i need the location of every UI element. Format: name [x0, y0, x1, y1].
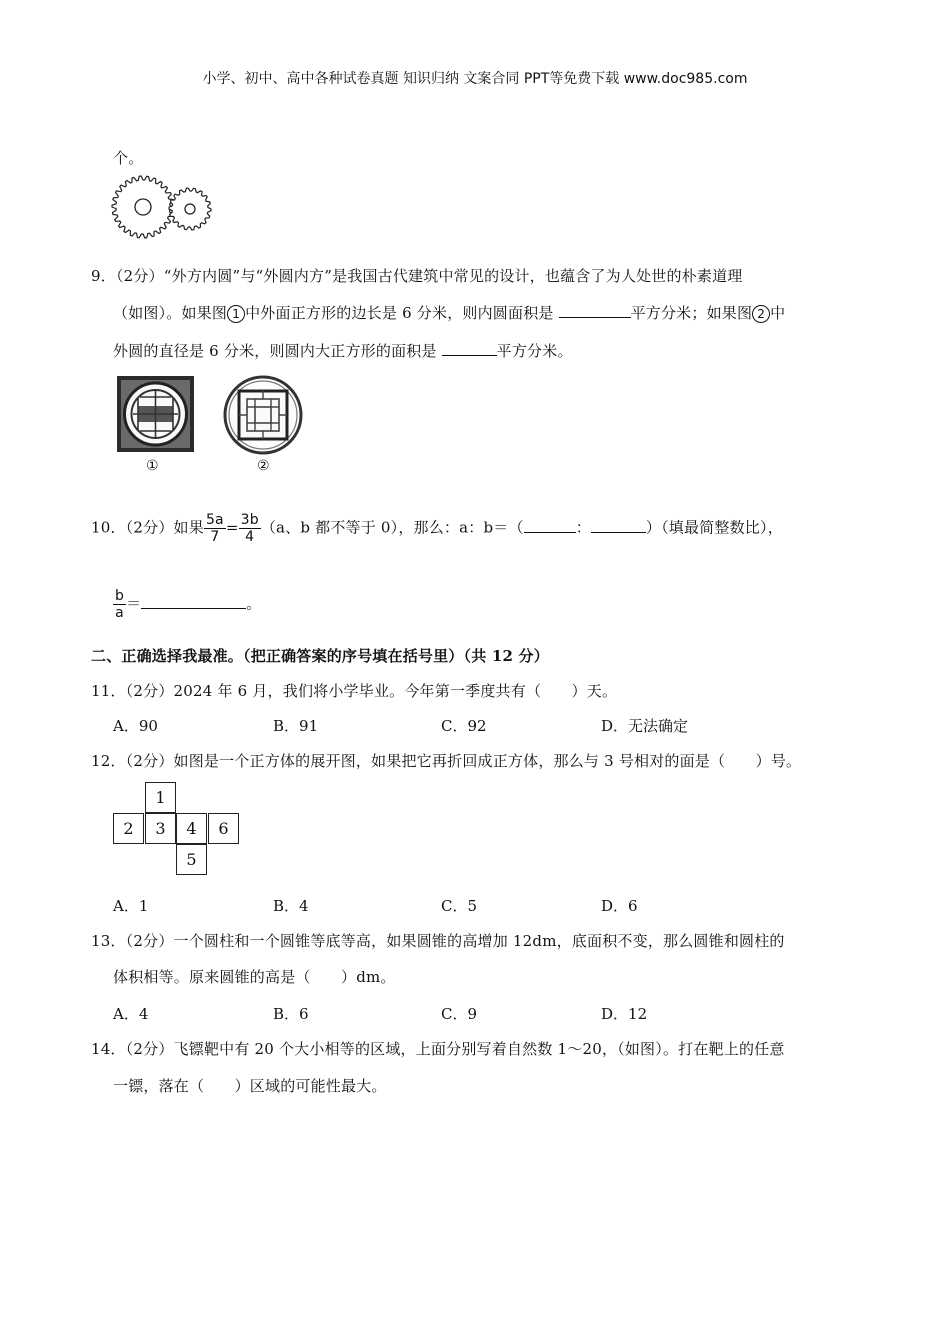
- fig1-mark: 1: [227, 305, 245, 323]
- fraction-b-over-a: [113, 588, 126, 621]
- fraction-3b-over-4: [239, 512, 261, 545]
- q14-line2: 一镖，落在（ ）区域的可能性最大。: [113, 1077, 387, 1095]
- q10-eq2: ＝: [126, 594, 142, 613]
- q10-suffix: ）（填最简整数比），: [645, 518, 783, 537]
- q12-option-c[interactable]: C．5: [441, 897, 478, 915]
- outer-circle-inner-square-figure: [223, 375, 303, 455]
- q14-line1: 14．（2分）飞镖靶中有 20 个大小相等的区域，上面分别写着自然数 1～20，（如图）。打在靶上的任意: [91, 1040, 785, 1058]
- cube-face-1: 1: [145, 782, 176, 813]
- frac3-num: b: [115, 588, 125, 604]
- q10-line2: [113, 588, 262, 621]
- gears-figure: [110, 175, 215, 240]
- q9-line1: 9．（2分）“外方内圆”与“外圆内方”是我国古代建筑中常见的设计，也蕴含了为人处世的朴素道理: [91, 267, 743, 285]
- fig1-caption: ①: [146, 458, 159, 474]
- q11-option-c[interactable]: C．92: [441, 717, 487, 735]
- q10-eq: =: [225, 518, 239, 537]
- q10-mid: （a、b 都不等于 0），那么：a：b＝（: [260, 518, 524, 537]
- q10-end: 。: [246, 594, 262, 613]
- frac1-num: 5a: [205, 512, 224, 528]
- q9-line3-b: 平方分米。: [496, 342, 573, 360]
- q13-option-c[interactable]: C．9: [441, 1005, 478, 1023]
- q9-line2-c: 平方分米；如果图: [630, 304, 753, 322]
- q12-text: 12．（2分）如图是一个正方体的展开图，如果把它再折回成正方体，那么与 3 号相对的面是（ ）号。: [91, 752, 802, 770]
- q9-line2-b: 中外面正方形的边长是 6 分米，则内圆面积是: [245, 304, 559, 322]
- answer-blank-q9a[interactable]: [559, 303, 631, 318]
- answer-blank-q10b[interactable]: [591, 518, 646, 533]
- q13-line1: 13．（2分）一个圆柱和一个圆锥等底等高，如果圆锥的高增加 12dm，底面积不变，那么圆锥和圆柱的: [91, 932, 785, 950]
- q11-text: 11．（2分）2024 年 6 月，我们将小学毕业。今年第一季度共有（ ）天。: [91, 682, 618, 700]
- cube-net: [113, 782, 243, 878]
- q9-line2-d: 中: [770, 304, 786, 322]
- q9-line3-a: 外圆的直径是 6 分米，则圆内大正方形的面积是: [113, 342, 442, 360]
- q11-option-d[interactable]: D．无法确定: [601, 717, 689, 735]
- q12-option-a[interactable]: A．1: [113, 897, 149, 915]
- q9-line2: [113, 302, 785, 323]
- q9-line2-a: （如图）。如果图: [113, 304, 228, 322]
- cube-face-6: 6: [208, 813, 239, 844]
- q11-option-a[interactable]: A．90: [113, 717, 158, 735]
- cube-face-3: 3: [145, 813, 176, 844]
- frac2-den: 4: [245, 529, 255, 545]
- q12-option-d[interactable]: D．6: [601, 897, 638, 915]
- q12-option-b[interactable]: B．4: [273, 897, 309, 915]
- q13-option-d[interactable]: D．12: [601, 1005, 648, 1023]
- q13-option-b[interactable]: B．6: [273, 1005, 309, 1023]
- answer-blank-q10a[interactable]: [524, 518, 576, 533]
- frac3-den: a: [115, 605, 124, 621]
- frac2-num: 3b: [240, 512, 259, 528]
- gear-big-icon: [112, 176, 174, 238]
- fig2-caption: ②: [257, 458, 270, 474]
- gear-small-icon: [169, 188, 211, 230]
- answer-blank-q9b[interactable]: [442, 341, 497, 356]
- q13-option-a[interactable]: A．4: [113, 1005, 149, 1023]
- q10-colon: ：: [575, 518, 591, 537]
- cube-face-2: 2: [113, 813, 144, 844]
- q8-tail: 个。: [113, 149, 144, 167]
- section2-heading: 二、正确选择我最准。（把正确答案的序号填在括号里）（共 12 分）: [91, 647, 549, 665]
- q9-line3: [113, 340, 573, 361]
- cube-face-4: 4: [176, 813, 207, 844]
- fig2-mark: 2: [752, 305, 770, 323]
- outer-square-inner-circle-figure: [116, 375, 196, 453]
- q13-line2: 体积相等。原来圆锥的高是（ ）dm。: [113, 968, 396, 986]
- cube-face-5: 5: [176, 844, 207, 875]
- q10-line1: [91, 512, 783, 545]
- q10-prefix: 10．（2分）如果: [91, 518, 204, 537]
- fraction-5a-over-7: [204, 512, 226, 545]
- frac1-den: 7: [210, 529, 220, 545]
- answer-blank-q10c[interactable]: [141, 594, 246, 609]
- page-header: 小学、初中、高中各种试卷真题 知识归纳 文案合同 PPT等免费下载 www.doc985.com: [202, 71, 748, 87]
- q11-option-b[interactable]: B．91: [273, 717, 319, 735]
